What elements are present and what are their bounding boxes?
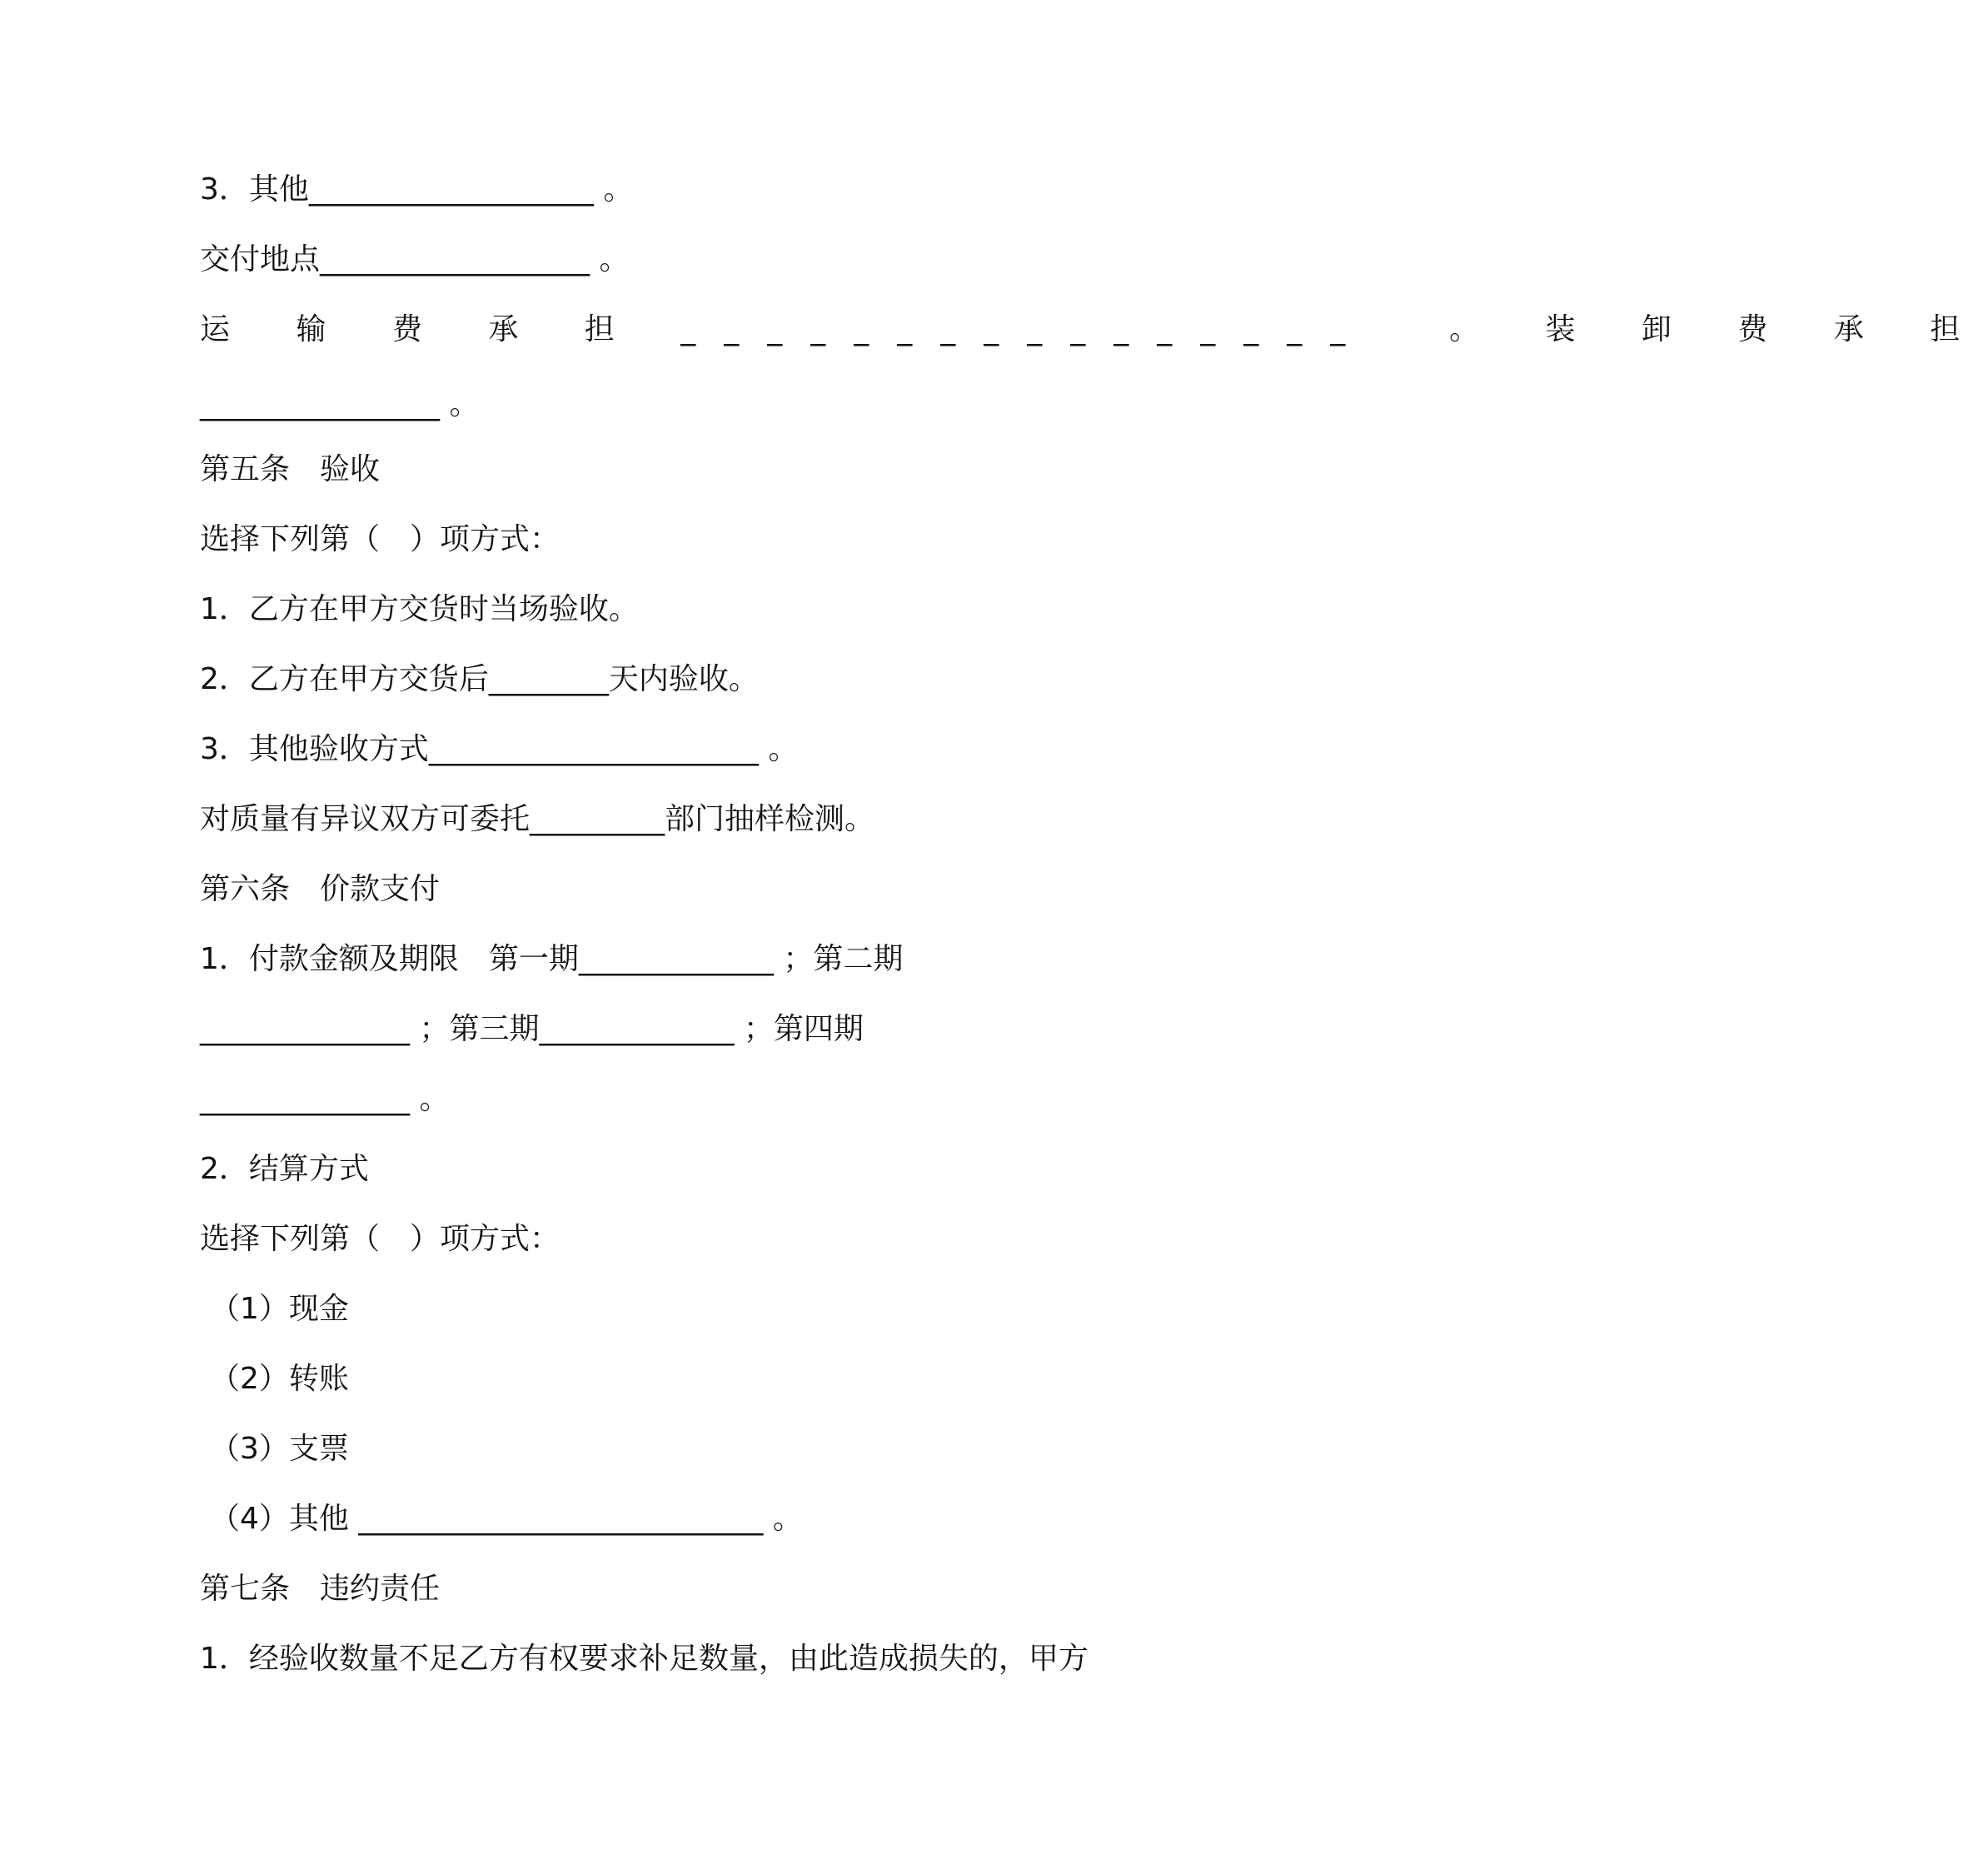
clause-line-loading-fee-blank: ________________ 。: [200, 387, 480, 421]
clause-line-delivery-place: 交付地点__________________ 。: [200, 242, 630, 277]
clause-line-choose-method: 选择下列第（ ）项方式：: [200, 522, 561, 556]
clause-line-payment-3: ______________ 。: [200, 1082, 450, 1116]
clause-line-other-delivery: 3．其他___________________ 。: [200, 172, 634, 207]
clause-line-choose-settlement: 选择下列第（ ）项方式：: [200, 1222, 561, 1256]
clause-line-settlement: 2．结算方式: [200, 1152, 369, 1186]
article-heading-liability: 第七条 违约责任: [200, 1572, 441, 1606]
option-other: （4）其他 ___________________________ 。: [210, 1502, 803, 1536]
option-transfer: （2）转账: [210, 1362, 349, 1396]
option-check: （3）支票: [210, 1432, 349, 1466]
clause-line-acceptance-2: 2．乙方在甲方交货后________天内验收。: [200, 662, 759, 696]
clause-line-acceptance-1: 1．乙方在甲方交货时当场验收。: [200, 592, 639, 626]
clause-line-payment-2: ______________ ；第三期_____________ ；第四期: [200, 1012, 864, 1046]
clause-line-payment-1: 1．付款金额及期限 第一期_____________ ；第二期: [200, 942, 904, 976]
article-heading-payment: 第六条 价款支付: [200, 872, 441, 906]
clause-line-transport-fee: 运 输 费 承 担 ________________ 。 装 卸 费 承 担: [200, 312, 1988, 346]
option-cash: （1）现金: [210, 1292, 349, 1326]
clause-line-acceptance-3: 3．其他验收方式______________________ 。: [200, 732, 799, 766]
clause-line-quality-dispute: 对质量有异议双方可委托_________部门抽样检测。: [200, 802, 875, 836]
article-heading-acceptance: 第五条 验收: [200, 452, 381, 486]
clause-line-liability-1: 1．经验收数量不足乙方有权要求补足数量，由此造成损失的，甲方: [200, 1642, 1089, 1676]
